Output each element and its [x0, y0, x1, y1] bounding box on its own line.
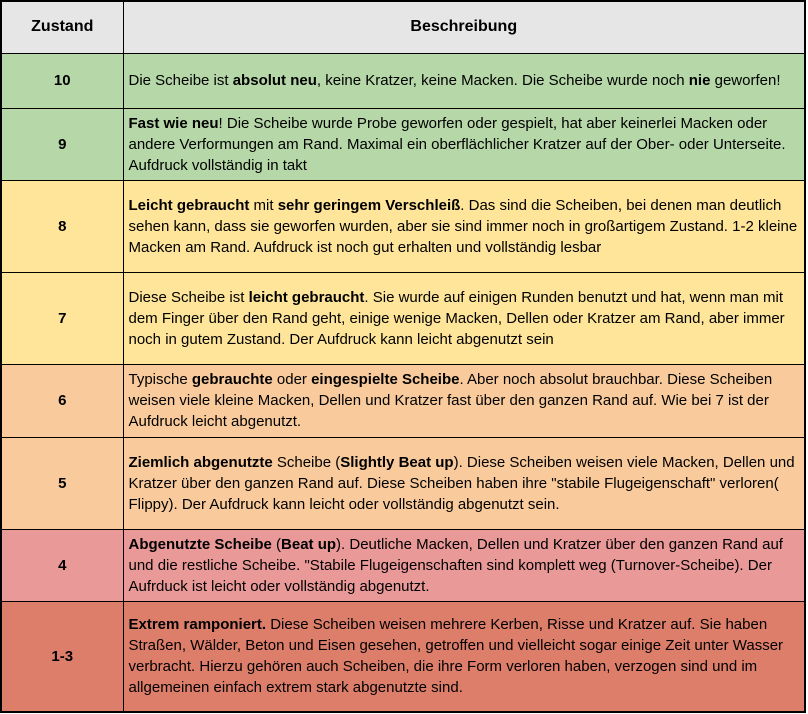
beschreibung-text: . Sie wurde auf einigen Runden benutzt und hat, wenn man mit dem Finger über den Rand geht, einige wenige Macken, Dellen oder Kratzer am Rand, aber immer noch in gutem Zustand. Der Aufdruck kann leicht abgenutzt sein: [128, 288, 785, 348]
beschreibung-text-bold: Leicht gebraucht: [128, 196, 250, 214]
zustand-cell: 6: [1, 364, 123, 437]
beschreibung-text: mit: [249, 196, 278, 214]
header-row: [1, 1, 805, 53]
zustand-cell: 1-3: [1, 601, 123, 712]
zustand-cell: 4: [1, 529, 123, 601]
beschreibung-text-bold: Fast wie neu: [128, 114, 219, 132]
beschreibung-text: (: [271, 535, 282, 553]
beschreibung-text-bold: Beat up: [281, 535, 337, 553]
beschreibung-text: , keine Kratzer, keine Macken. Die Scheibe wurde noch: [316, 72, 689, 89]
beschreibung-text-bold: sehr geringem Verschleiß: [277, 196, 461, 214]
zustand-cell: 10: [1, 53, 123, 108]
beschreibung-text-bold: nie: [688, 72, 711, 89]
beschreibung-text-bold: Ziemlich abgenutzte: [128, 453, 273, 471]
beschreibung-cell: [123, 53, 805, 108]
beschreibung-text: Diese Scheibe ist: [128, 288, 249, 306]
table-header: [1, 1, 805, 53]
beschreibung-text: ). Diese Scheiben weisen viele Macken, Dellen und Kratzer über den ganzen Rand auf. Diese Scheiben haben ihre "stabile Flugeigenschaft" verloren( Flippy). Der Aufdruck kann leicht oder vollständig abgenutzt sein.: [128, 453, 795, 513]
beschreibung-text: Scheibe (: [272, 453, 341, 471]
beschreibung-text: . Das sind die Scheiben, bei denen man deutlich sehen kann, dass sie geworfen wurden, aber sie sind immer noch in großartigem Zustand. 1-2 kleine Macken am Rand. Aufdruck ist noch gut erhalten und vollständig lesbar: [128, 196, 798, 256]
zustand-cell: 5: [1, 437, 123, 529]
beschreibung-text: ! Die Scheibe wurde Probe geworfen oder gespielt, hat aber keinerlei Macken oder andere Verformungen am Rand. Maximal ein oberflächlicher Kratzer auf der Ober- oder Unterseite. Aufdruck vollständig in takt: [128, 114, 786, 174]
beschreibung-text-bold: Abgenutzte Scheibe: [128, 535, 272, 553]
beschreibung-cell: [123, 364, 805, 437]
zustand-cell: 9: [1, 108, 123, 180]
header-beschreibung: Beschreibung: [123, 1, 805, 53]
table-row: [1, 364, 805, 437]
zustand-cell: 8: [1, 180, 123, 272]
beschreibung-cell: [123, 601, 805, 712]
beschreibung-text-bold: absolut neu: [232, 72, 317, 89]
table-body: [1, 53, 805, 712]
beschreibung-cell: [123, 180, 805, 272]
table-row: [1, 108, 805, 180]
table-row: [1, 529, 805, 601]
beschreibung-text: Die Scheibe ist: [128, 72, 233, 89]
beschreibung-text: geworfen!: [710, 72, 781, 89]
beschreibung-cell: [123, 272, 805, 364]
table-row: [1, 180, 805, 272]
beschreibung-cell: [123, 529, 805, 601]
beschreibung-text-bold: leicht gebraucht: [248, 288, 365, 306]
beschreibung-text: oder: [272, 371, 312, 388]
beschreibung-text: Typische: [128, 371, 192, 388]
beschreibung-text-bold: eingespielte Scheibe: [311, 371, 460, 388]
beschreibung-text: ). Deutliche Macken, Dellen und Kratzer über den ganzen Rand auf und die restliche Scheibe. "Stabile Flugeigenschaften sind komplett weg (Turnover-Scheibe). Der Aufrduck ist leicht oder vollständig abgenutzt.: [128, 535, 783, 595]
beschreibung-text-bold: Extrem ramponiert.: [128, 616, 267, 634]
table-row: [1, 601, 805, 712]
header-zustand: Zustand: [1, 1, 123, 53]
table-row: [1, 53, 805, 108]
beschreibung-text-bold: gebrauchte: [191, 371, 273, 388]
beschreibung-cell: [123, 437, 805, 529]
beschreibung-text: Diese Scheiben weisen mehrere Kerben, Risse und Kratzer auf. Sie haben Straßen, Wälder, Beton und Eisen gesehen, getroffen und vielleicht sogar einige Zeit unter Wasser verbracht. Hierzu gehören auch Scheiben, die ihre Form verloren haben, verzogen sind und im allgemeinen einfach extrem stark abgenutzte sind.: [128, 616, 784, 697]
table-row: [1, 272, 805, 364]
zustand-cell: 7: [1, 272, 123, 364]
beschreibung-text-bold: Slightly Beat up: [340, 453, 454, 471]
beschreibung-text: . Aber noch absolut brauchbar. Diese Scheiben weisen viele kleine Macken, Dellen und Kratzer fast über den ganzen Rand auf. Wie bei 7 ist der Aufdruck leicht abgenutzt.: [128, 371, 773, 430]
table-row: [1, 437, 805, 529]
beschreibung-cell: [123, 108, 805, 180]
